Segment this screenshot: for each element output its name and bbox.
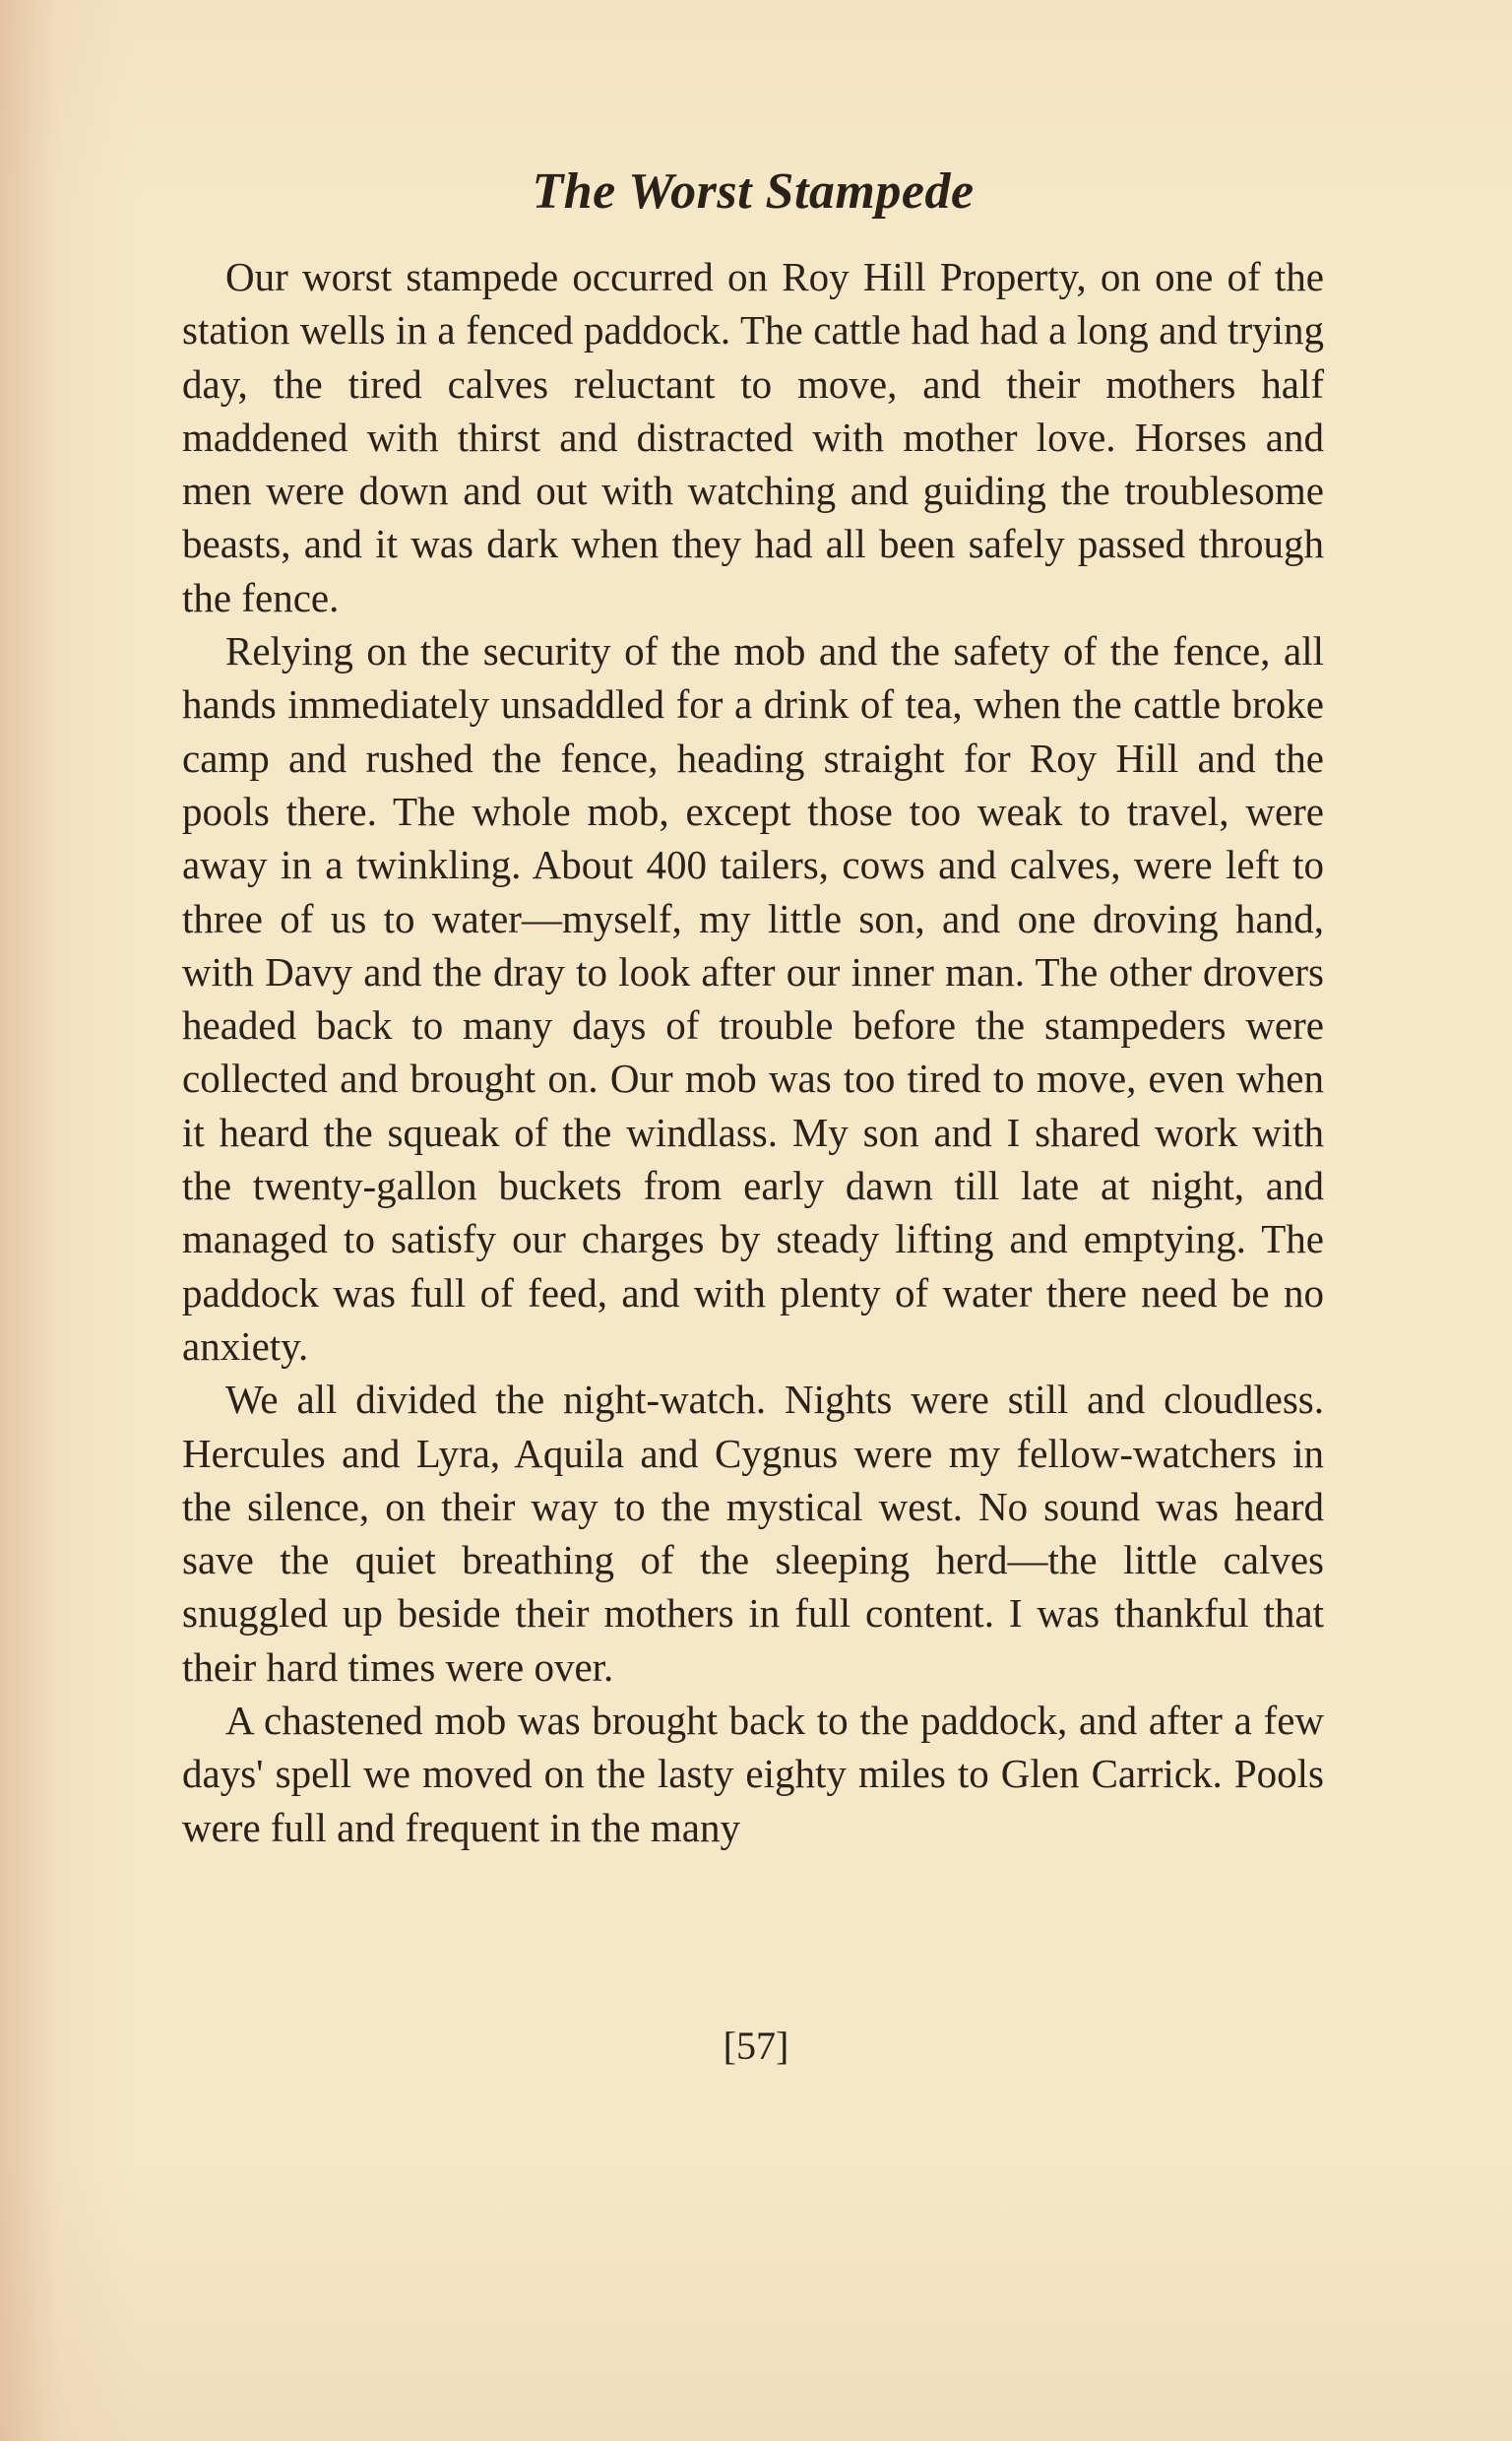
page-number: [57] xyxy=(723,2023,789,2068)
page-title: The Worst Stampede xyxy=(532,163,975,220)
text-block xyxy=(182,158,1324,1854)
paragraph-4: A chastened mob was brought back to the paddock, and after a few days' spell we moved on the lasty eighty miles to Glen Carrick. Pools were full and frequent in the many xyxy=(182,1698,1324,1850)
paragraph-2: Relying on the security of the mob and the safety of the fence, all hands immediately unsaddled for a drink of tea, when the cattle broke camp and rushed the fence, heading straight for Roy Hill and the pools there. The whole mob, except those too weak to travel, were away in a twinkling. About 400 tailers, cows and calves, were left to three of us to water—myself, my little son, and one droving hand, with Davy and the dray to look after our inner man. The other drovers headed back to many days of trouble before the stampeders were collected and brought on. Our mob was too tired to move, even when it heard the squeak of the windlass. My son and I shared work with the twenty-gallon buckets from early dawn till late at night, and managed to satisfy our charges by steady lifting and emptying. The paddock was full of feed, and with plenty of water there need be no anxiety. xyxy=(182,628,1324,1369)
paragraph-3: We all divided the night-watch. Nights were still and cloudless. Hercules and Lyra, Aquila and Cygnus were my fellow-watchers in the silence, on their way to the mystical west. No sound was heard save the quiet breathing of the sleeping herd—the little calves snuggled up beside their mothers in full content. I was thankful that their hard times were over. xyxy=(182,1377,1324,1690)
paragraph-1: Our worst stampede occurred on Roy Hill Property, on one of the station wells in a fenced paddock. The cattle had had a long and trying day, the tired calves reluctant to move, and their mothers half maddened with thirst and distracted with mother love. Horses and men were down and out with watching and guiding the troublesome beasts, and it was dark when they had all been safely passed through the fence. xyxy=(182,254,1324,620)
